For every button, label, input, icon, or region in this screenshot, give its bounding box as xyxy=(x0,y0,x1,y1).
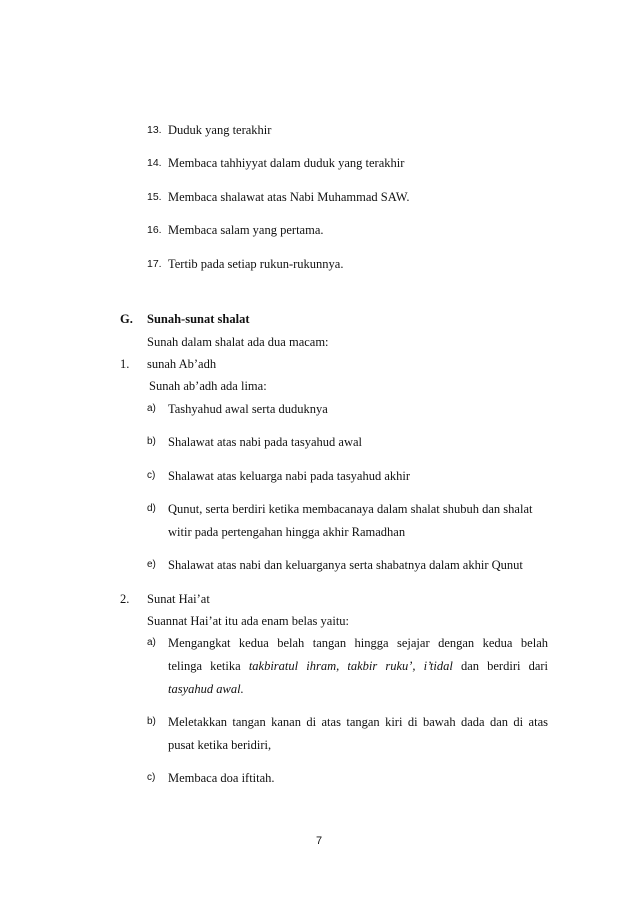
section-heading: Sunah-sunat shalat xyxy=(147,312,250,326)
item-marker: b) xyxy=(147,716,156,727)
item-marker: c) xyxy=(147,470,156,481)
list-item-text: Membaca tahhiyyat dalam duduk yang terakhir xyxy=(168,156,405,170)
italic-term: tasyahud awal. xyxy=(168,682,244,696)
item-text: Shalawat atas keluarga nabi pada tasyahud akhir xyxy=(168,469,411,483)
item-marker: b) xyxy=(147,436,156,447)
list-number: 16. xyxy=(147,224,162,236)
item-text: witir pada pertengahan hingga akhir Ramadhan xyxy=(168,525,406,539)
list-number: 14. xyxy=(147,157,162,169)
part-intro: Suannat Hai’at itu ada enam belas yaitu: xyxy=(147,614,350,628)
section-letter: G. xyxy=(120,312,133,326)
text-run: telinga ketika xyxy=(168,659,241,673)
item-marker: a) xyxy=(147,637,156,648)
item-text: Shalawat atas nabi dan keluarganya serta shabatnya dalam akhir Qunut xyxy=(168,558,523,572)
item-marker: e) xyxy=(147,559,156,570)
section-intro: Sunah dalam shalat ada dua macam: xyxy=(147,335,329,349)
item-text: Shalawat atas nabi pada tasyahud awal xyxy=(168,435,363,449)
item-text: pusat ketika beridiri, xyxy=(168,738,272,752)
italic-term: takbiratul ihram, xyxy=(248,659,340,673)
list-number: 13. xyxy=(147,124,162,136)
item-text-mixed xyxy=(168,658,548,674)
item-text: Meletakkan tangan kanan di atas tangan kiri di bawah dada dan di atas xyxy=(168,715,548,729)
item-text: Qunut, serta berdiri ketika membacanaya dalam shalat shubuh dan shalat xyxy=(168,502,533,516)
part-title: Sunat Hai’at xyxy=(147,592,210,606)
italic-term: i’tidal xyxy=(423,659,453,673)
item-text: Tashyahud awal serta duduknya xyxy=(168,402,328,416)
list-item-text: Tertib pada setiap rukun-rukunnya. xyxy=(168,257,344,271)
list-item-text: Duduk yang terakhir xyxy=(168,123,272,137)
list-number: 15. xyxy=(147,191,162,203)
part-title: sunah Ab’adh xyxy=(147,357,217,371)
item-marker: a) xyxy=(147,403,156,414)
list-item-text: Membaca shalawat atas Nabi Muhammad SAW. xyxy=(168,190,410,204)
part-intro: Sunah ab’adh ada lima: xyxy=(149,379,267,393)
item-text: Membaca doa iftitah. xyxy=(168,771,275,785)
list-item-text: Membaca salam yang pertama. xyxy=(168,223,324,237)
italic-term: takbir ruku’, xyxy=(347,659,416,673)
text-run: dan berdiri dari xyxy=(460,659,549,673)
page-number: 7 xyxy=(315,835,323,847)
item-text: Mengangkat kedua belah tangan hingga sejajar dengan kedua belah xyxy=(168,636,548,650)
part-number: 2. xyxy=(120,592,130,606)
list-number: 17. xyxy=(147,258,162,270)
item-marker: d) xyxy=(147,503,156,514)
part-number: 1. xyxy=(120,357,130,371)
item-marker: c) xyxy=(147,772,156,783)
